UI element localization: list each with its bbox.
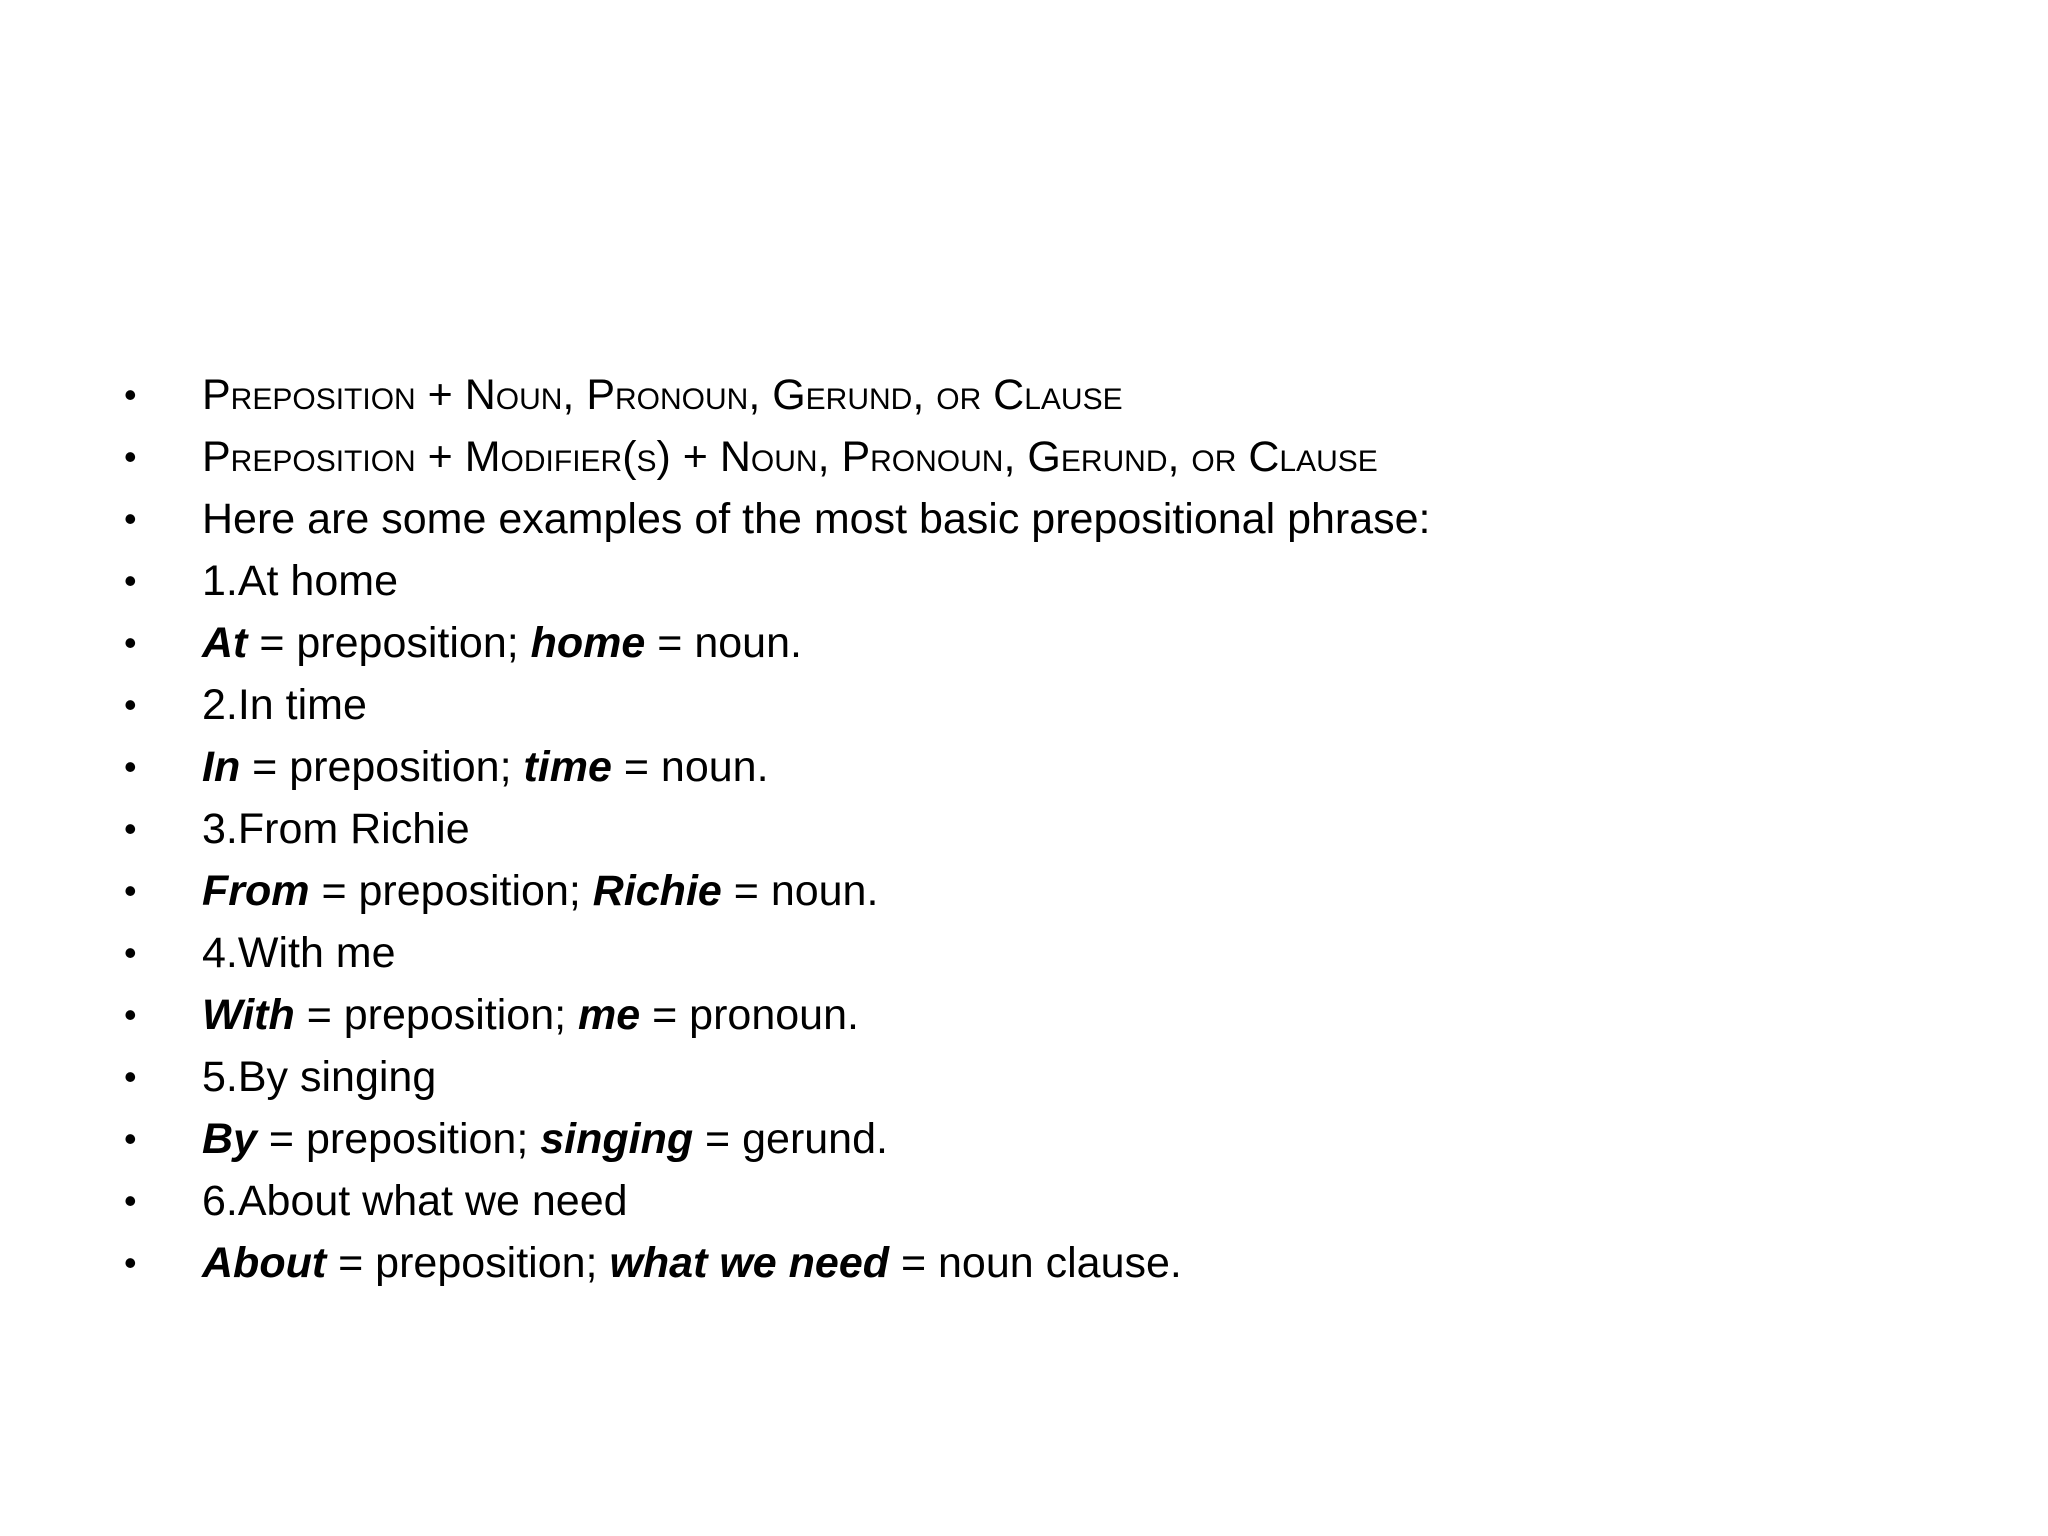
bullet-item-example-4 bbox=[124, 922, 1924, 984]
explanation-middle: = preposition; bbox=[247, 619, 531, 667]
preposition-term: At bbox=[202, 619, 248, 667]
bullet-item-explanation-2 bbox=[124, 736, 1924, 798]
object-term: singing bbox=[540, 1115, 694, 1163]
bullet-item-explanation-5 bbox=[124, 1108, 1924, 1170]
explanation-middle: = preposition; bbox=[309, 867, 593, 915]
formula-line: Preposition + Modifier(s) + Noun, Pronoun, Gerund, or Clause bbox=[202, 433, 1378, 481]
bullet-item-formula-1 bbox=[124, 364, 1924, 426]
bullet-item-explanation-3 bbox=[124, 860, 1924, 922]
explanation-end: = noun. bbox=[645, 619, 802, 667]
bullet-icon: • bbox=[124, 994, 137, 1035]
example-line: 5.By singing bbox=[202, 1053, 437, 1101]
bullet-item-intro bbox=[124, 488, 1924, 550]
formula-line: Preposition + Noun, Pronoun, Gerund, or Clause bbox=[202, 371, 1123, 419]
bullet-icon: • bbox=[124, 1118, 137, 1159]
bullet-item-example-2 bbox=[124, 674, 1924, 736]
bullet-item-explanation-1 bbox=[124, 612, 1924, 674]
bullet-list bbox=[124, 364, 1924, 1294]
intro-line: Here are some examples of the most basic prepositional phrase: bbox=[202, 495, 1431, 543]
explanation-end: = noun clause. bbox=[889, 1239, 1182, 1287]
example-line: 4.With me bbox=[202, 929, 396, 977]
explanation-middle: = preposition; bbox=[326, 1239, 610, 1287]
object-term: me bbox=[578, 991, 641, 1039]
bullet-item-example-5 bbox=[124, 1046, 1924, 1108]
explanation-line bbox=[202, 736, 769, 798]
explanation-end: = pronoun. bbox=[640, 991, 859, 1039]
object-term: Richie bbox=[592, 867, 722, 915]
explanation-end: = noun. bbox=[611, 743, 769, 791]
bullet-icon: • bbox=[124, 870, 137, 911]
object-term: home bbox=[530, 619, 646, 667]
preposition-term: In bbox=[202, 743, 241, 791]
bullet-icon: • bbox=[124, 560, 137, 601]
explanation-end: = gerund. bbox=[693, 1115, 888, 1163]
bullet-item-example-3 bbox=[124, 798, 1924, 860]
explanation-line bbox=[202, 1108, 888, 1170]
explanation-middle: = preposition; bbox=[294, 991, 579, 1039]
example-line: 2.In time bbox=[202, 681, 367, 729]
bullet-icon: • bbox=[124, 1180, 137, 1221]
explanation-end: = noun. bbox=[721, 867, 879, 915]
bullet-icon: • bbox=[124, 436, 137, 477]
explanation-line bbox=[202, 1232, 1182, 1294]
bullet-item-explanation-6 bbox=[124, 1232, 1924, 1294]
explanation-line bbox=[202, 984, 859, 1046]
bullet-item-explanation-4 bbox=[124, 984, 1924, 1046]
bullet-icon: • bbox=[124, 932, 137, 973]
example-line: 3.From Richie bbox=[202, 805, 470, 853]
bullet-icon: • bbox=[124, 746, 137, 787]
object-term: what we need bbox=[609, 1239, 890, 1287]
bullet-icon: • bbox=[124, 622, 137, 663]
explanation-middle: = preposition; bbox=[240, 743, 524, 791]
bullet-icon: • bbox=[124, 374, 137, 415]
bullet-item-example-6 bbox=[124, 1170, 1924, 1232]
bullet-icon: • bbox=[124, 684, 137, 725]
preposition-term: By bbox=[202, 1115, 257, 1163]
explanation-line bbox=[202, 860, 878, 922]
preposition-term: About bbox=[202, 1239, 327, 1287]
explanation-line bbox=[202, 612, 802, 674]
preposition-term: From bbox=[202, 867, 310, 915]
object-term: time bbox=[523, 743, 612, 791]
explanation-middle: = preposition; bbox=[256, 1115, 541, 1163]
bullet-icon: • bbox=[124, 1242, 137, 1283]
bullet-icon: • bbox=[124, 498, 137, 539]
example-line: 6.About what we need bbox=[202, 1177, 628, 1225]
bullet-item-example-1 bbox=[124, 550, 1924, 612]
bullet-icon: • bbox=[124, 808, 137, 849]
bullet-item-formula-2 bbox=[124, 426, 1924, 488]
preposition-term: With bbox=[202, 991, 295, 1039]
bullet-icon: • bbox=[124, 1056, 137, 1097]
example-line: 1.At home bbox=[202, 557, 398, 605]
